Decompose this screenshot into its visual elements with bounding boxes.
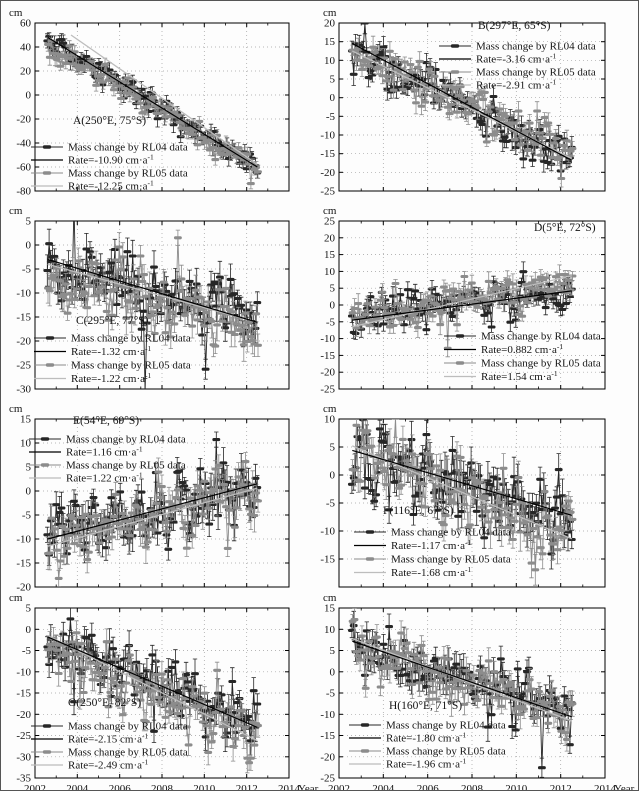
svg-text:Rate=1.16 cm·a-1: Rate=1.16 $cm\cdot a^{-1}$ [66, 444, 143, 459]
svg-text:Mass change by RL05 data: Mass change by RL05 data [68, 167, 188, 180]
svg-text:-40: -40 [16, 137, 31, 150]
svg-text:-15: -15 [320, 148, 335, 161]
svg-text:-20: -20 [320, 366, 335, 379]
svg-text:0: 0 [25, 89, 31, 102]
svg-text:-15: -15 [16, 557, 31, 570]
legend-entry [31, 153, 154, 167]
svg-text:5: 5 [25, 215, 31, 228]
svg-text:2004: 2004 [66, 783, 89, 791]
legend-entry [444, 358, 601, 370]
svg-text:Mass change by RL04 data: Mass change by RL04 data [391, 526, 511, 539]
svg-text:Rate=0.882 cm·a-1: Rate=0.882 $cm\cdot a^{-1}$ [481, 342, 564, 356]
legend-entry [444, 342, 563, 356]
svg-text:5: 5 [329, 282, 335, 295]
svg-text:2010: 2010 [505, 783, 528, 791]
svg-text:2012: 2012 [235, 783, 258, 791]
svg-text:5: 5 [25, 602, 31, 615]
svg-text:Rate=-2.91 cm·a-1: Rate=-2.91 $cm\cdot a^{-1}$ [476, 77, 557, 92]
svg-text:-15: -15 [320, 553, 335, 566]
svg-text:2014: 2014 [278, 783, 300, 791]
svg-text:25: 25 [324, 215, 335, 228]
y-unit-label: cm [323, 7, 337, 19]
panel-title: D(5°E, 72°S) [534, 222, 596, 234]
legend-entry [31, 758, 149, 772]
legend-entry [439, 41, 596, 53]
panel-title: F(116°E, 67°S) [383, 505, 454, 517]
legend-entry [439, 67, 596, 79]
svg-text:Mass change by RL05 data: Mass change by RL05 data [68, 746, 188, 759]
svg-text:Rate=1.54 cm·a-1: Rate=1.54 $cm\cdot a^{-1}$ [481, 369, 558, 383]
panel-D [321, 199, 639, 397]
svg-text:0: 0 [25, 623, 31, 636]
svg-text:15: 15 [324, 602, 335, 615]
legend-entry [31, 142, 188, 154]
legend-entry [31, 721, 188, 733]
svg-text:-20: -20 [16, 708, 31, 721]
panel-title: B(297°E, 65°S) [478, 20, 551, 32]
svg-text:Mass change by RL04 data: Mass change by RL04 data [71, 332, 191, 345]
legend-entry [354, 538, 472, 552]
svg-text:0: 0 [329, 92, 335, 105]
svg-text:Rate=-1.32 cm·a-1: Rate=-1.32 $cm\cdot a^{-1}$ [71, 344, 152, 358]
svg-text:Rate=-1.96 cm·a-1: Rate=-1.96 $cm\cdot a^{-1}$ [386, 756, 467, 771]
svg-text:Rate=-1.22 cm·a-1: Rate=-1.22 $cm\cdot a^{-1}$ [71, 371, 152, 385]
legend-entry [34, 360, 191, 372]
legend-entry [31, 747, 188, 759]
panel-title: E(54°E, 69°S) [73, 415, 140, 427]
svg-text:15: 15 [20, 413, 31, 426]
svg-text:Mass change by RL05 data: Mass change by RL05 data [481, 357, 601, 370]
legend-entry [34, 371, 152, 385]
legend-entry [444, 331, 601, 343]
svg-text:2006: 2006 [108, 783, 131, 791]
svg-text:20: 20 [324, 17, 335, 30]
panel-title: G(250°E, 82°S) [68, 697, 142, 709]
svg-text:2010: 2010 [193, 783, 216, 791]
svg-text:Mass change by RL05 data: Mass change by RL05 data [71, 359, 191, 372]
svg-text:Rate=-1.68 cm·a-1: Rate=-1.68 $cm\cdot a^{-1}$ [391, 565, 472, 579]
legend-entry [34, 333, 191, 345]
legend-entry [349, 731, 467, 745]
svg-text:20: 20 [324, 232, 335, 245]
svg-text:-20: -20 [320, 751, 335, 764]
svg-text:Mass change by RL04 data: Mass change by RL04 data [476, 40, 596, 53]
svg-text:Mass change by RL04 data: Mass change by RL04 data [66, 433, 186, 446]
svg-text:Mass change by RL04 data: Mass change by RL04 data [68, 141, 188, 154]
svg-text:10: 10 [324, 623, 335, 636]
x-axis-label: Year [298, 783, 319, 791]
svg-text:-10: -10 [16, 533, 31, 546]
x-axis-label: Year [614, 783, 635, 791]
svg-text:-30: -30 [16, 751, 31, 764]
svg-text:10: 10 [324, 54, 335, 67]
panel-E [1, 397, 321, 594]
svg-text:10: 10 [324, 413, 335, 426]
panel-title: H(160°E, 71°S) [389, 700, 463, 712]
svg-text:-20: -20 [16, 335, 31, 348]
svg-text:Mass change by RL04 data: Mass change by RL04 data [68, 720, 188, 733]
svg-text:15: 15 [324, 249, 335, 262]
y-unit-label: cm [9, 7, 23, 19]
svg-text:Rate=-1.80 cm·a-1: Rate=-1.80 $cm\cdot a^{-1}$ [386, 730, 467, 745]
svg-text:-60: -60 [16, 161, 31, 174]
svg-text:Mass change by RL05 data: Mass change by RL05 data [66, 459, 186, 472]
svg-text:2014: 2014 [594, 783, 616, 791]
legend-entry [349, 746, 506, 758]
svg-text:-15: -15 [320, 730, 335, 742]
panel-H [321, 594, 639, 791]
legend-entry [31, 168, 188, 180]
panel-B [321, 1, 639, 199]
svg-text:2002: 2002 [24, 783, 46, 791]
svg-text:-20: -20 [16, 113, 31, 126]
y-unit-label: cm [323, 592, 337, 604]
svg-text:0: 0 [329, 299, 335, 312]
svg-text:Mass change by RL05 data: Mass change by RL05 data [386, 745, 506, 758]
svg-text:-25: -25 [320, 383, 335, 396]
svg-text:5: 5 [25, 461, 31, 474]
y-unit-label: cm [9, 403, 23, 415]
svg-text:-15: -15 [320, 349, 335, 362]
svg-text:Mass change by RL05 data: Mass change by RL05 data [391, 553, 511, 566]
y-unit-label: cm [323, 403, 337, 415]
svg-text:2006: 2006 [416, 783, 439, 791]
svg-text:-5: -5 [325, 687, 335, 700]
svg-text:-5: -5 [325, 316, 335, 329]
legend-entry [349, 720, 506, 732]
legend-entry [444, 369, 558, 383]
svg-text:15: 15 [324, 36, 335, 49]
svg-text:2008: 2008 [461, 783, 483, 791]
svg-text:-10: -10 [320, 333, 335, 346]
svg-text:Rate=-2.49 cm·a-1: Rate=-2.49 $cm\cdot a^{-1}$ [68, 757, 149, 772]
svg-text:-30: -30 [16, 383, 31, 396]
legend-entry [349, 757, 467, 771]
svg-text:5: 5 [329, 441, 335, 454]
svg-text:10: 10 [324, 265, 335, 278]
svg-text:-10: -10 [320, 708, 335, 721]
svg-text:-5: -5 [325, 497, 335, 510]
y-unit-label: cm [9, 205, 23, 217]
y-unit-label: cm [323, 205, 337, 217]
legend-entry [439, 52, 557, 66]
panel-title: A(250°E, 75°S) [73, 115, 147, 127]
svg-text:-35: -35 [16, 772, 31, 785]
panel-title: C(295°E, 77°S) [76, 315, 149, 327]
svg-text:10: 10 [20, 437, 31, 450]
legend-entry [29, 434, 186, 446]
svg-text:Rate=-1.17 cm·a-1: Rate=-1.17 $cm\cdot a^{-1}$ [391, 538, 472, 552]
svg-text:Rate=1.22 cm·a-1: Rate=1.22 $cm\cdot a^{-1}$ [66, 470, 143, 485]
y-unit-label: cm [9, 592, 23, 604]
svg-text:0: 0 [25, 239, 31, 252]
svg-text:Mass change by RL05 data: Mass change by RL05 data [476, 66, 596, 79]
legend-entry [29, 471, 143, 485]
svg-text:0: 0 [25, 485, 31, 498]
svg-text:-20: -20 [320, 166, 335, 179]
svg-text:-25: -25 [320, 772, 335, 785]
legend-entry [31, 179, 154, 193]
svg-text:Mass change by RL04 data: Mass change by RL04 data [386, 719, 506, 732]
svg-text:-25: -25 [16, 730, 31, 742]
panel-A [1, 1, 321, 199]
svg-text:Rate=-2.15 cm·a-1: Rate=-2.15 $cm\cdot a^{-1}$ [68, 731, 149, 746]
legend-entry [31, 732, 149, 746]
svg-text:2012: 2012 [549, 783, 572, 791]
panel-F [321, 397, 639, 594]
svg-text:5: 5 [329, 645, 335, 657]
svg-text:-5: -5 [21, 645, 31, 657]
legend-entry [354, 554, 511, 566]
svg-text:60: 60 [20, 17, 31, 30]
svg-text:-10: -10 [320, 525, 335, 538]
svg-text:-20: -20 [16, 581, 31, 594]
svg-text:2004: 2004 [372, 783, 395, 791]
svg-text:Mass change by RL04 data: Mass change by RL04 data [481, 330, 601, 343]
panel-G [1, 594, 321, 791]
legend-entry [354, 527, 511, 539]
legend-entry [29, 460, 186, 472]
legend-entry [354, 565, 472, 579]
svg-text:5: 5 [329, 73, 335, 86]
svg-text:-80: -80 [16, 185, 31, 198]
svg-text:20: 20 [20, 65, 31, 78]
legend-entry [34, 344, 152, 358]
svg-text:40: 40 [20, 41, 31, 54]
svg-text:-10: -10 [16, 287, 31, 300]
svg-text:-15: -15 [16, 687, 31, 700]
svg-text:-10: -10 [320, 129, 335, 142]
svg-text:0: 0 [329, 469, 335, 482]
svg-text:Rate=-3.16 cm·a-1: Rate=-3.16 $cm\cdot a^{-1}$ [476, 51, 557, 66]
svg-text:Rate=-10.90 cm·a-1: Rate=-10.90 $cm\cdot a^{-1}$ [68, 152, 154, 167]
svg-text:0: 0 [329, 666, 335, 679]
svg-text:-10: -10 [16, 666, 31, 679]
svg-text:2008: 2008 [151, 783, 173, 791]
svg-text:2002: 2002 [328, 783, 350, 791]
svg-text:-25: -25 [320, 185, 335, 198]
svg-text:-5: -5 [21, 509, 31, 522]
svg-text:-25: -25 [16, 359, 31, 372]
svg-text:-5: -5 [325, 110, 335, 123]
series-rl05 [350, 265, 575, 357]
svg-text:-15: -15 [16, 311, 31, 324]
svg-text:-5: -5 [21, 263, 31, 276]
panel-C [1, 199, 321, 397]
legend-entry [29, 445, 143, 459]
svg-text:Rate=-12.25 cm·a-1: Rate=-12.25 $cm\cdot a^{-1}$ [68, 178, 154, 193]
